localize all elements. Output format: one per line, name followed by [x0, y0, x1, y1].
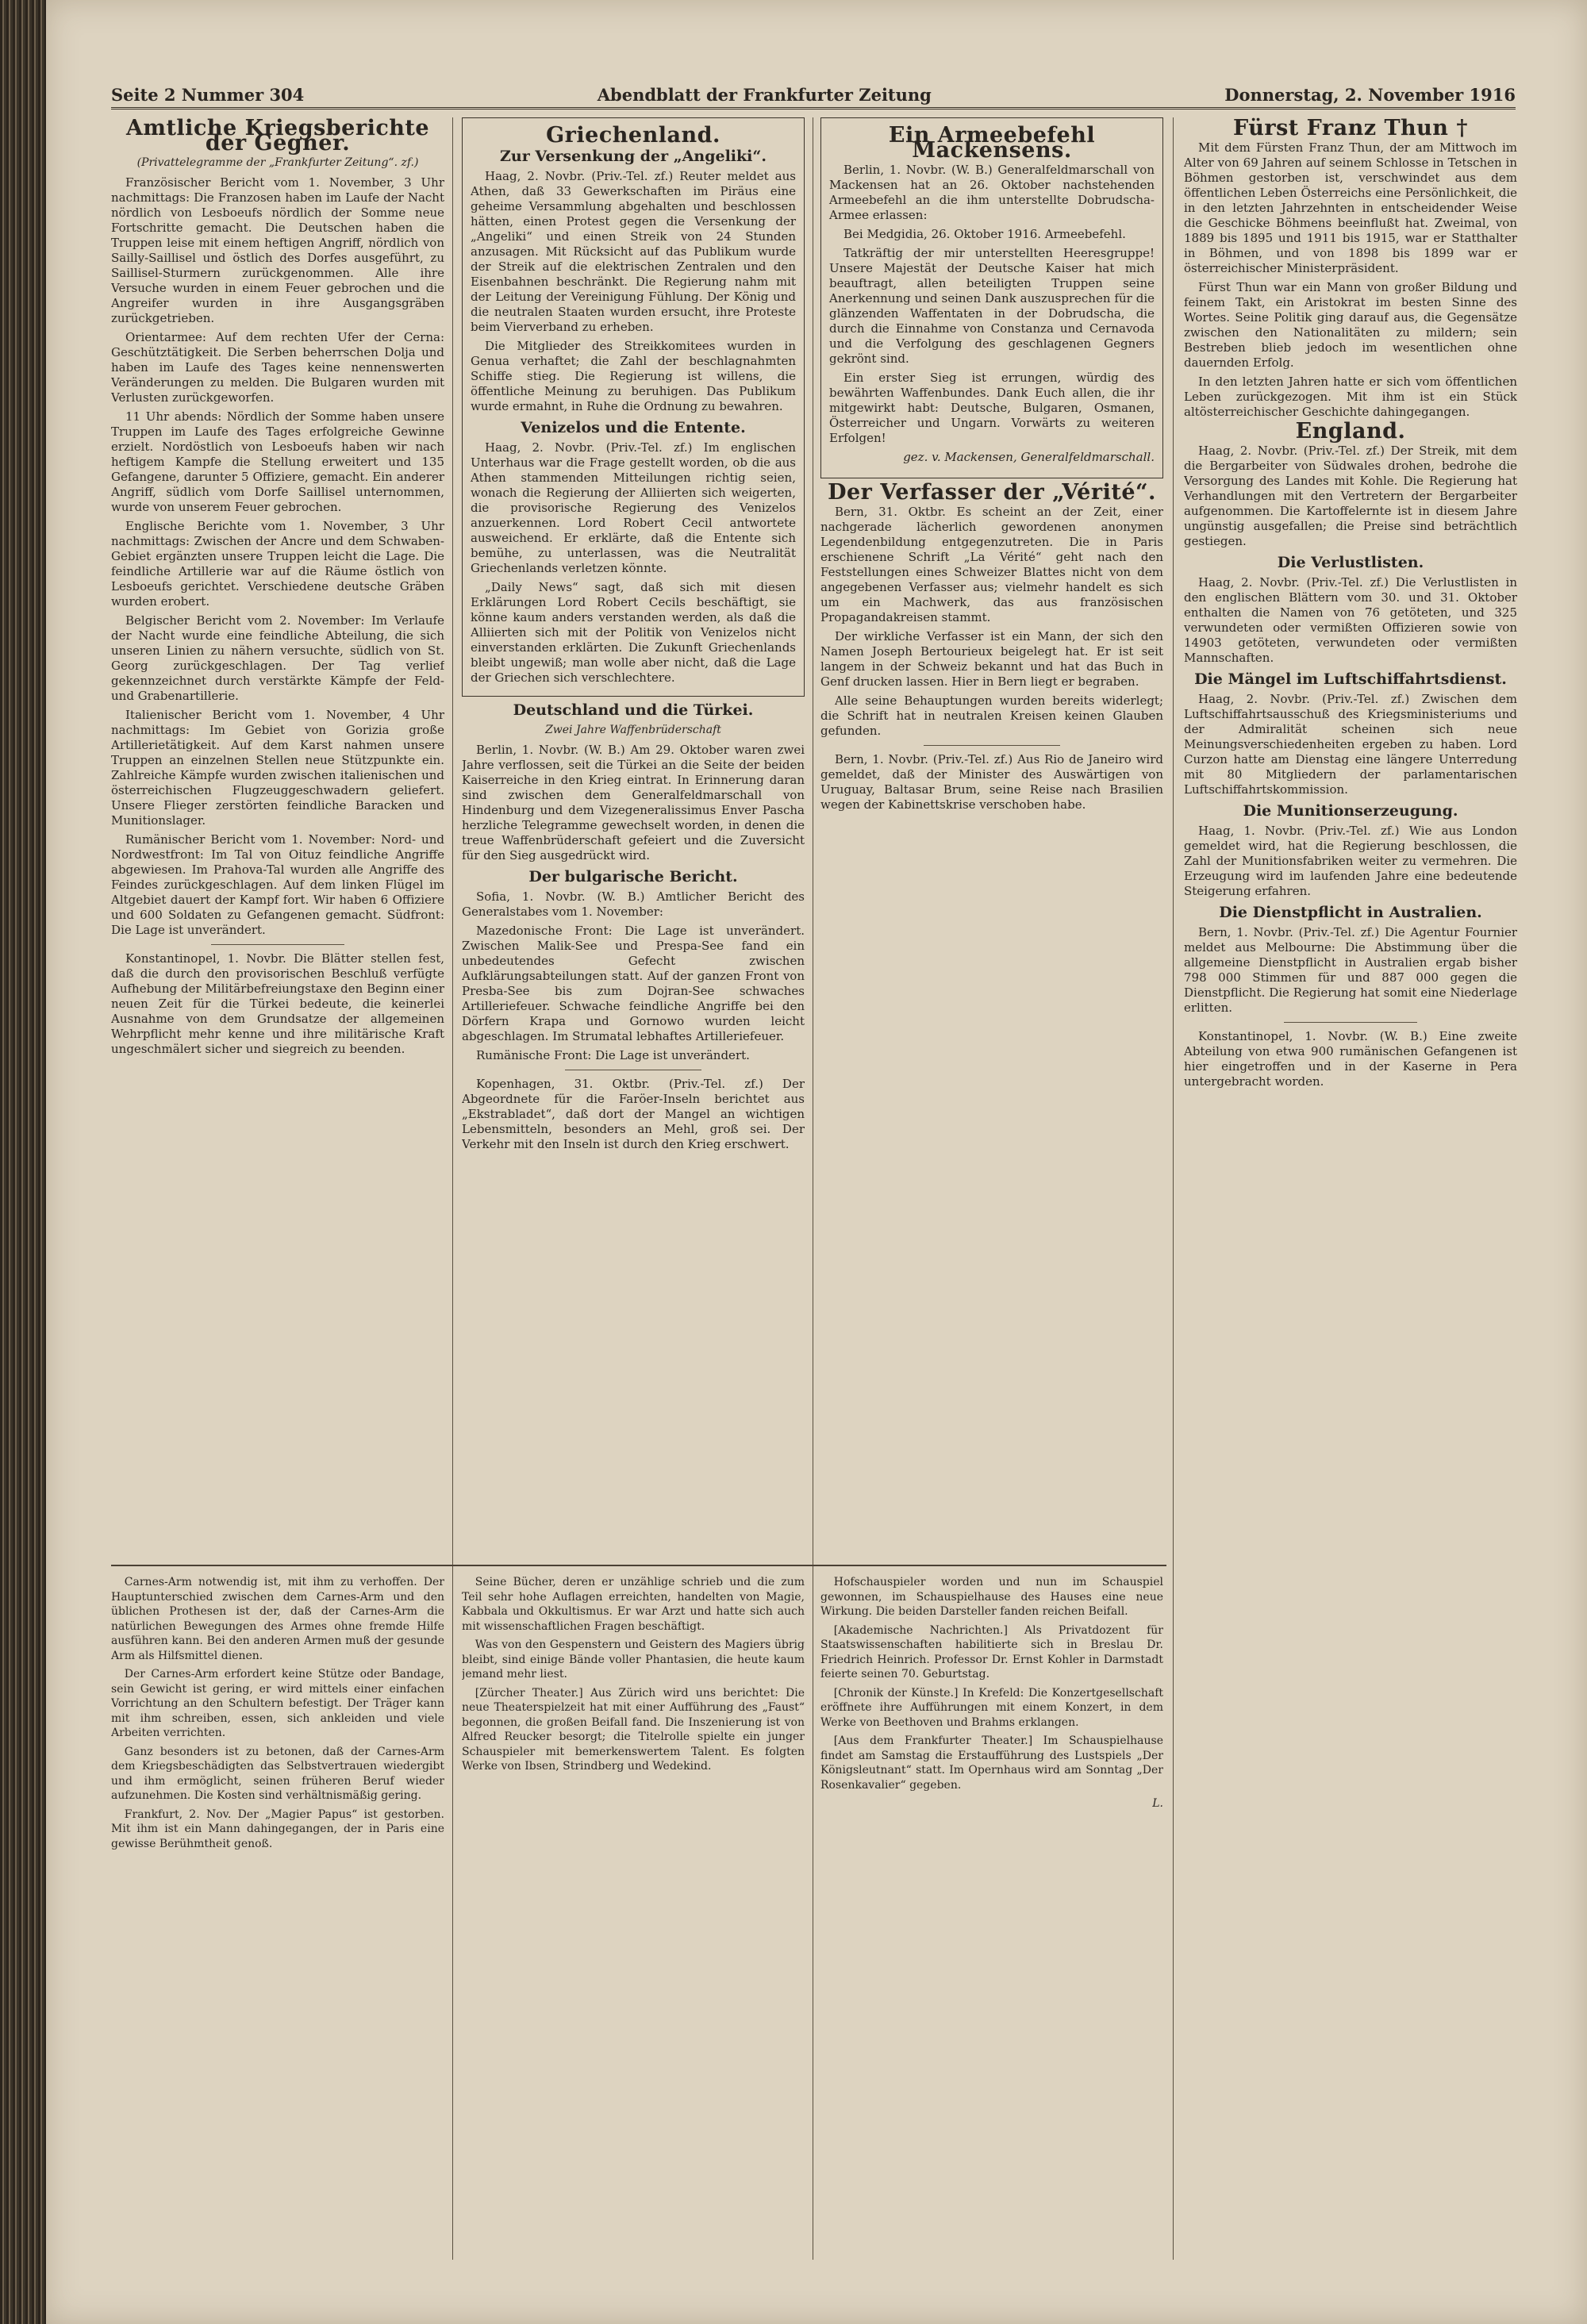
headline-mackensen: Ein Armeebefehl Mackensens. [888, 123, 1096, 163]
article-paragraph: Berlin, 1. Novbr. (W. B.) Am 29. Oktober waren zwei Jahre verflossen, seit die Türkei an die Seite der beiden Kaiserreiche in den Krieg eintrat. In Erinnerung daran sind zwischen dem Generalfeldmarschall von Hindenburg und dem Vizegeneralissimus Enver Pascha herzliche Telegramme gewechselt worden, in denen die treue Waffenbrüderschaft gefeiert und die Zuversicht für den Sieg ausgedrückt wird. [462, 743, 805, 862]
article-frame [820, 117, 1163, 478]
article-paragraph: Haag, 2. Novbr. (Priv.-Tel. zf.) Im englischen Unterhaus war die Frage gestellt worden, ob die aus Athen stammenden Mitteilungen richtig seien, wonach die Regierung der Alliierten sich weigerten, die provisorische Regierung des Venizelos anzuerkennen. Lord Robert Cecil antwortete ausweichend. Er erklärte, daß die Entente sich bemühe, zu unterlassen, was die Neutralität Griechenlands verletzen könnte. [471, 440, 796, 575]
article-paragraph: Bei Medgidia, 26. Oktober 1916. Armeebefehl. [843, 227, 1126, 241]
feuilleton-paragraph: [Aus dem Frankfurter Theater.] Im Schauspielhause findet am Samstag die Erstaufführung des Lustspiels „Der Königsleutnant“ statt. Im Opernhaus wird am Sonntag „Der Rosenkavalier“ gegeben. [820, 1734, 1163, 1792]
subhead-australia: Die Dienstpflicht in Australien. [1219, 904, 1482, 921]
column-rule [452, 117, 453, 2260]
feuilleton-paragraph: [Zürcher Theater.] Aus Zürich wird uns berichtet: Die neue Theaterspielzeit hat mit einer Aufführung des „Faust“ begonnen, die großen Beifall fand. Die Inszenierung ist von Alfred Reucker besorgt; die Titelrolle spielte ein junger Schauspieler mit bemerkenswertem Talent. Es folgten Werke von Ibsen, Strindberg und Wedekind. [462, 1686, 805, 1773]
article-paragraph: Englische Berichte vom 1. November, 3 Uhr nachmittags: Zwischen der Ancre und dem Schwaben-Gebiet ergänzten unsere Truppen leicht die Lage. Die feindliche Artillerie war auf die Räume östlich von Lesboeufs gerichtet. Verschiedene deutsche Gräben wurden erobert. [111, 519, 444, 609]
lead-line: Zwei Jahre Waffenbrüderschaft [545, 724, 721, 736]
column-war-reports [111, 117, 444, 1558]
article-paragraph: Orientarmee: Auf dem rechten Ufer der Cerna: Geschütztätigkeit. Die Serben beherrschen Dolja und haben im Laufe des Tages keine nennenswerten Veränderungen zu melden. Die Bulgaren wurden mit Verlusten zurückgeworfen. [111, 330, 444, 405]
article-paragraph: Alle seine Behauptungen wurden bereits widerlegt; die Schrift hat in neutralen Kreisen keinen Glauben gefunden. [820, 693, 1163, 738]
feuilleton-paragraph: Was von den Gespenstern und Geistern des Magiers übrig bleibt, sind einige Bände voller Phantasien, die heute kaum jemand mehr liest. [462, 1638, 805, 1681]
article-paragraph: Berlin, 1. Novbr. (W. B.) Generalfeldmarschall von Mackensen hat an 26. Oktober nachstehenden Armeebefehl an die ihm unterstellte Dobrudscha-Armee erlassen: [829, 163, 1155, 222]
feuilleton-paragraph: [Akademische Nachrichten.] Als Privatdozent für Staatswissenschaften habilitierte sich in Breslau Dr. Friedrich Heinrich. Professor Dr. Ernst Kohler in Darmstadt feierte seinen 70. Geburtstag. [820, 1623, 1163, 1681]
separator [211, 944, 344, 945]
column-thun-england [1184, 117, 1517, 2228]
masthead-paper-name: Abendblatt der Frankfurter Zeitung [597, 85, 932, 105]
column-rule [1173, 117, 1174, 2260]
subhead-casualty-lists: Die Verlustlisten. [1277, 554, 1424, 571]
subhead-germany-turkey: Deutschland und die Türkei. [513, 701, 754, 719]
article-note: Bern, 1. Novbr. (Priv.-Tel. zf.) Aus Rio de Janeiro wird gemeldet, daß der Minister des Auswärtigen von Uruguay, Baltasar Brum, seine Reise nach Brasilien wegen der Kabinettskrise verschoben habe. [820, 752, 1163, 812]
signature-line: L. [1152, 1797, 1163, 1810]
feuilleton-column-1 [111, 1575, 444, 2122]
headline-england: England. [1295, 419, 1406, 444]
headline-war-reports: Amtliche Kriegsberichte der Gegner. [125, 117, 430, 156]
feuilleton-paragraph: Ganz besonders ist zu betonen, daß der Carnes-Arm dem Kriegsbeschädigten das Selbstvertrauen wiedergibt und ihm ermöglicht, seinen früheren Beruf wieder aufzunehmen. Die Kosten sind verhältnismäßig gering. [111, 1745, 444, 1802]
article-paragraph: Mazedonische Front: Die Lage ist unverändert. Zwischen Malik-See und Prespa-See fand ein unbedeutendes Gefecht zwischen Aufklärungsabteilungen statt. Auf der ganzen Front von Presba-See bis zum Dojran-See schwaches Artilleriefeuer. Schwache feindliche Angriffe bei den Dörfern Krapa und Gornowo wurden leicht abgeschlagen. Im Strumatal lebhaftes Artilleriefeuer. [462, 924, 805, 1043]
subhead-venizelos: Venizelos und die Entente. [521, 419, 746, 436]
article-paragraph: Die Mitglieder des Streikkomitees wurden in Genua verhaftet; die Zahl der beschlagnahmten Schiffe stieg. Die Regierung ist willens, die öffentliche Meinung zu beruhigen. Das Publikum wurde ermahnt, in Ruhe die Ordnung zu bewahren. [471, 339, 796, 413]
section-divider [111, 1565, 1166, 1566]
article-paragraph: Italienischer Bericht vom 1. November, 4 Uhr nachmittags: Im Gebiet von Gorizia große Artillerietätigkeit. Auf dem Karst nahmen unsere Truppen an einzelnen Stellen neue Stützpunkte ein. Zahlreiche Kämpfe wurden zwischen italienischen und österreichischen Flugzeuggeschwadern geliefert. Unsere Flieger zerstörten feindliche Baracken und Munitionslager. [111, 708, 444, 828]
feuilleton-paragraph: Der Carnes-Arm erfordert keine Stütze oder Bandage, sein Gewicht ist gering, er wird mittels einer einfachen Vorrichtung an den Schultern befestigt. Der Träger kann mit ihm schreiben, essen, sich ankleiden und viele Arbeiten verrichten. [111, 1668, 444, 1739]
headline-verite: Der Verfasser der „Vérité“. [828, 480, 1156, 505]
feuilleton-paragraph: Frankfurt, 2. Nov. Der „Magier Papus“ ist gestorben. Mit ihm ist ein Mann dahingegangen, der in Paris eine gewisse Berühmtheit genoß. [111, 1807, 444, 1850]
article-paragraph: Tatkräftig der mir unterstellten Heeresgruppe! Unsere Majestät der Deutsche Kaiser hat mich beauftragt, allen beteiligten Truppen seine Anerkennung und seinen Dank auszusprechen für die glänzenden Waffentaten in der Dobrudscha, die durch die Einnahme von Constanza und Cernavoda und die Verfolgung des geschlagenen Gegners gekrönt sind. [829, 246, 1155, 366]
article-frame [462, 117, 805, 697]
separator [924, 745, 1061, 746]
article-paragraph: Haag, 2. Novbr. (Priv.-Tel. zf.) Der Streik, mit dem die Bergarbeiter von Südwales drohen, bedrohe die Versorgung des Landes mit Kohle. Die Regierung hat Verhandlungen mit den Vertretern der Bergarbeiter aufgenommen. Die Kartoffelernte ist in diesem Jahre ungünstig ausgefallen; die Preise sind beträchtlich gestiegen. [1184, 444, 1517, 548]
article-paragraph: Haag, 2. Novbr. (Priv.-Tel. zf.) Zwischen dem Luftschiffahrtsausschuß des Kriegsministeriums und der Admiralität scheinen sich neue Meinungsverschiedenheiten ergeben zu haben. Lord Curzon hatte am Dienstag eine längere Unterredung mit 80 Mitgliedern der parlamentarischen Luftschiffahrtskommission. [1184, 692, 1517, 797]
article-paragraph: Rumänische Front: Die Lage ist unverändert. [476, 1048, 750, 1062]
column-greece [462, 117, 805, 1558]
masthead-date: Donnerstag, 2. November 1916 [1224, 85, 1516, 105]
article-paragraph: Ein erster Sieg ist errungen, würdig des bewährten Waffenbundes. Dank Euch allen, die ihr mitgewirkt habt: Deutsche, Bulgaren, Osmanen, Österreicher und Ungarn. Vorwärts zu weiteren Erfolgen! [829, 371, 1155, 445]
article-paragraph: Französischer Bericht vom 1. November, 3 Uhr nachmittags: Die Franzosen haben im Laufe der Nacht nördlich von Lesboeufs nördlich der Somme neue Fortschritte gemacht. Die Deutschen haben die Truppen leise mit einem heftigen Angriff, nördlich von Sailly-Saillisel und östlich des Dorfes ausgeführt, zu Saillisel-Sturmern zurückgenommen. Alle ihre Versuche wurden in einem Feuer gebrochen und die Angreifer wurden in ihre Ausgangsgräben zurückgetrieben. [111, 175, 444, 325]
article-paragraph: Bern, 1. Novbr. (Priv.-Tel. zf.) Die Agentur Fournier meldet aus Melbourne: Die Abstimmung über die allgemeine Dienstpflicht in Australien ergab bisher 798 000 Stimmen für und 887 000 gegen die Dienstpflicht. Die Regierung hat somit eine Niederlage erlitten. [1184, 925, 1517, 1015]
headline-greece: Griechenland. [546, 123, 720, 148]
article-paragraph: Mit dem Fürsten Franz Thun, der am Mittwoch im Alter von 69 Jahren auf seinem Schlosse in Tetschen in Böhmen gestorben ist, verschwindet aus dem öffentlichen Leben Österreichs eine Persönlichkeit, die in den letzten Jahrzehnten in entscheidender Weise die Geschicke Böhmens beeinflußt hat. Zweimal, von 1889 bis 1895 und 1911 bis 1915, war er Statthalter in Böhmen, und von 1898 bis 1899 war er österreichischer Ministerpräsident. [1184, 140, 1517, 275]
subhead-bulgarian-report: Der bulgarische Bericht. [528, 868, 738, 885]
article-paragraph: Sofia, 1. Novbr. (W. B.) Amtlicher Bericht des Generalstabes vom 1. November: [462, 889, 805, 919]
feuilleton-paragraph: Carnes-Arm notwendig ist, mit ihm zu verhoffen. Der Hauptunterschied zwischen dem Carnes-Arm und den üblichen Prothesen ist der, daß der Carnes-Arm die natürlichen Bewegungen des Armes ohne fremde Hilfe ausführen kann. Bei den anderen Armen muß der gesunde Arm als Hilfsmittel dienen. [111, 1576, 444, 1662]
feuilleton-paragraph: Hofschauspieler worden und nun im Schauspiel gewonnen, im Schauspielhause des Hauses eine neue Wirkung. Die beiden Darsteller fanden reichen Beifall. [820, 1576, 1163, 1618]
feuilleton-column-3 [820, 1575, 1163, 2122]
separator [1284, 1022, 1417, 1023]
feuilleton-paragraph: Seine Bücher, deren er unzählige schrieb und die zum Teil sehr hohe Auflagen erreichten, handelten von Magie, Kabbala und Okkultismus. Er war Arzt und hatte sich auch mit wissenschaftlichen Fragen beschäftigt. [462, 1576, 805, 1633]
lead-line: (Privattelegramme der „Frankfurter Zeitung“. zf.) [136, 156, 419, 169]
subhead-angeliki: Zur Versenkung der „Angeliki“. [500, 148, 767, 165]
article-paragraph: Der wirkliche Verfasser ist ein Mann, der sich den Namen Joseph Bertourieux beigelegt hat. Er ist seit langem in der Schweiz bekannt und hat das Buch in Genf drucken lassen. Hier in Bern liegt er begraben. [820, 629, 1163, 689]
masthead-page-number: Seite 2 Nummer 304 [111, 85, 305, 105]
article-note: Konstantinopel, 1. Novbr. Die Blätter stellen fest, daß die durch den provisorischen Beschluß verfügte Aufhebung der Militärbefreiungstaxe den Beginn einer neuen Zeit für die Türkei bedeute, die keinerlei Ausnahme von dem Grundsatze der allgemeinen Wehrpflicht mehr kenne und ihre militärische Kraft ungeschmälert sicher und siegreich zu beenden. [111, 951, 444, 1056]
article-paragraph: „Daily News“ sagt, daß sich mit diesen Erklärungen Lord Robert Cecils beschäftigt, sie könne kaum anders verstanden werden, als daß die Alliierten sich mit der Politik von Venizelos nicht einverstanden erklärten. Die Zukunft Griechenlands bleibt ungewiß; man wolle aber nicht, daß die Lage der Griechen sich verschlechtere. [471, 580, 796, 685]
article-paragraph: Haag, 2. Novbr. (Priv.-Tel. zf.) Die Verlustlisten in den englischen Blättern vom 30. und 31. Oktober enthalten die Namen von 76 getöteten, und 325 verwundeten oder vermißten Offizieren sowie von 14903 getöteten, verwundeten oder vermißten Mannschaften. [1184, 575, 1517, 665]
article-paragraph: Rumänischer Bericht vom 1. November: Nord- und Nordwestfront: Im Tal von Oituz feindliche Angriffe abgewiesen. Im Prahova-Tal wurden alle Angriffe des Feindes zurückgeschlagen. Auf dem linken Flügel im Altgebiet dauert der Kampf fort. Wir haben 6 Offiziere und 600 Soldaten zu Gefangenen gemacht. Südfront: Die Lage ist unverändert. [111, 832, 444, 937]
headline-thun: Fürst Franz Thun † [1233, 117, 1468, 140]
article-paragraph: Kopenhagen, 31. Oktbr. (Priv.-Tel. zf.) Der Abgeordnete für die Faröer-Inseln berichtet aus „Ekstrabladet“, daß dort der Mangel an wichtigen Lebensmitteln, besonders an Mehl, groß sei. Der Verkehr mit den Inseln ist durch den Krieg erschwert. [462, 1077, 805, 1151]
page-binding-edge [0, 0, 46, 2324]
article-paragraph: Haag, 1. Novbr. (Priv.-Tel. zf.) Wie aus London gemeldet wird, hat die Regierung beschlossen, die Zahl der Munitionsfabriken weiter zu vermehren. Die Erzeugung wird im laufenden Jahre eine bedeutende Steigerung erfahren. [1184, 824, 1517, 898]
column-mackensen [820, 117, 1163, 1558]
feuilleton-column-2 [462, 1575, 805, 2122]
article-paragraph: 11 Uhr abends: Nördlich der Somme haben unsere Truppen im Laufe des Tages erfolgreiche Gewinne erzielt. Nordöstlich von Lesboeufs haben wir nach heftigem Kampfe die Stellung erweitert und 135 Gefangene, darunter 5 Offiziere, gemacht. Ein anderer Angriff, südlich vom Dorfe Saillisel unternommen, wurde von unserem Feuer gebrochen. [111, 409, 444, 514]
subhead-munitions: Die Munitionserzeugung. [1243, 802, 1458, 820]
signature-line: gez. v. Mackensen, Generalfeldmarschall. [903, 450, 1155, 464]
article-paragraph: Belgischer Bericht vom 2. November: Im Verlaufe der Nacht wurde eine feindliche Abteilung, die sich unseren Linien zu nähern versuchte, südlich von St. Georg zurückgeschlagen. Der Tag verlief gekennzeichnet durch verstärkte Kämpfe der Feld- und Grabenartillerie. [111, 613, 444, 703]
article-paragraph: In den letzten Jahren hatte er sich vom öffentlichen Leben zurückgezogen. Mit ihm ist ein Stück altösterreichischer Geschichte dahingegangen. [1184, 375, 1517, 419]
article-paragraph: Haag, 2. Novbr. (Priv.-Tel. zf.) Reuter meldet aus Athen, daß 33 Gewerkschaften im Piräus eine geheime Versammlung abgehalten und beschlossen hätten, einen Protest gegen die Versenkung der „Angeliki“ und einen Streik von 24 Stunden anzusagen. Mit Rücksicht auf das Publikum wurde der Streik auf die elektrischen Zentralen und den Eisenbahnen beschränkt. Die Regierung nahm mit der Leitung der Vereinigung Fühlung. Der König und die neutralen Staaten wurden ersucht, ihre Proteste beim Vierverband zu erheben. [471, 169, 796, 334]
article-paragraph: Fürst Thun war ein Mann von großer Bildung und feinem Takt, ein Aristokrat im besten Sinne des Wortes. Seine Politik ging darauf aus, die Gegensätze zwischen den Nationalitäten zu mildern; sein Bestreben blieb jedoch im wesentlichen ohne dauernden Erfolg. [1184, 280, 1517, 370]
article-paragraph: Bern, 31. Oktbr. Es scheint an der Zeit, einer nachgerade lächerlich gewordenen anonymen Legendenbildung entgegenzutreten. Die in Paris erschienene Schrift „La Vérité“ geht nach den Feststellungen eines Schweizer Blattes nicht von dem angegebenen Verfasser aus; vielmehr handelt es sich um ein Machwerk, das aus französischen Propagandakreisen stammt. [820, 505, 1163, 624]
article-paragraph: Konstantinopel, 1. Novbr. (W. B.) Eine zweite Abteilung von etwa 900 rumänischen Gefangenen ist hier eingetroffen und in der Kaserne in Pera untergebracht worden. [1184, 1029, 1517, 1089]
feuilleton-paragraph: [Chronik der Künste.] In Krefeld: Die Konzertgesellschaft eröffnete ihre Aufführungen mit einem Konzert, in dem Werke von Beethoven und Brahms erklangen. [820, 1686, 1163, 1729]
subhead-air-service: Die Mängel im Luftschiffahrtsdienst. [1194, 670, 1507, 688]
masthead [111, 86, 1516, 109]
